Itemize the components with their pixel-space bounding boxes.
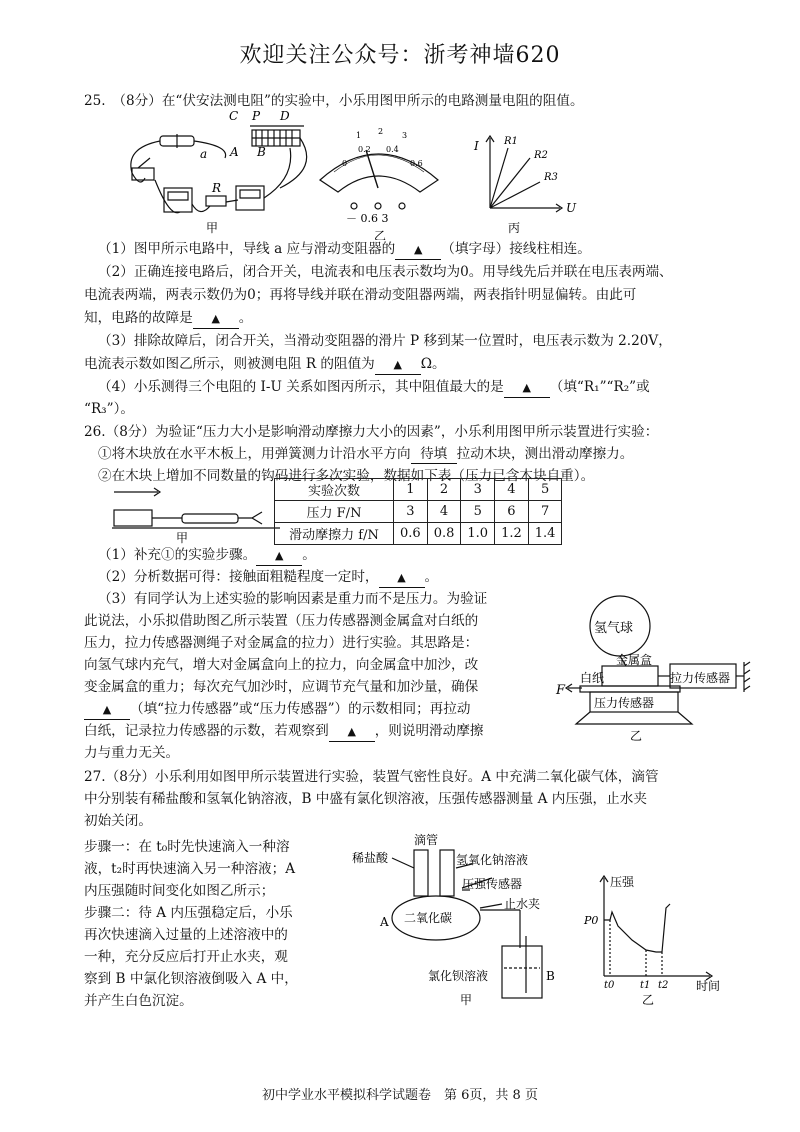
q26-part3-line5: 变金属盒的重力；每次充气加沙时，应调节充气量和加沙量，确保 [84,679,479,695]
terminal-p-label: P [252,109,261,123]
graph-i-axis-label: I [474,139,479,153]
graph-u-axis-label: U [566,201,577,215]
table-cell: 4 [427,501,461,523]
answer-mark: ▲ [211,312,220,325]
dial-tick-2: 2 [378,127,384,136]
table-cell: 0.6 [394,523,428,545]
q26-stem: 26.（8分）为验证“压力大小是影响滑动摩擦力大小的因素”，小乐利用图甲所示装置进行实验： [84,424,659,440]
q26-part3-line1: （3）有同学认为上述实验的影响因素是重力而不是压力。为验证 [98,591,488,607]
q25-stem: 25. （8分）在“伏安法测电阻”的实验中，小乐用图甲所示的电路测量电阻的阻值。 [84,93,584,109]
table-row [275,523,562,545]
q26-part1: （1）补充①的实验步骤。 ▲ 。 [98,546,316,566]
q26-part3-line7-end: ，则说明滑动摩擦 [374,723,484,739]
q25-part4-end: （填“R₁”“R₂”或 [549,379,650,395]
table-cell: 6 [495,501,529,523]
graph-r1-label: R1 [504,136,518,147]
q27-stem-line1: 27.（8分）小乐利用如图甲所示装置进行实验，装置气密性良好。A 中充满二氧化碳气体，滴管 [84,769,659,785]
q26-part3-line2: 此说法，小乐拟借助图乙所示装置（压力传感器测金属盒对白纸的 [84,613,479,629]
q27-step-line1: 步骤一：在 t₀时先快速滴入一种溶 [84,839,290,855]
terminal-b-label: B [257,145,266,159]
q25-part3-line1: （3）排除故障后，闭合开关，当滑动变阻器的滑片 P 移到某一位置时，电压表示数为 2.20V， [98,333,672,349]
table-cell: 5 [461,501,495,523]
page-footer: 初中学业水平模拟科学试题卷 第 6页，共 8 页 [262,1088,538,1103]
table-row [275,479,562,501]
graph-x-axis-label: 时间 [696,979,721,993]
q25-part3-unit: Ω。 [420,356,446,372]
dial-tick-0: 0 [342,159,348,168]
resistor-r-label: R [212,181,222,195]
q25-part2-line2: 电流表两端，两表示数仍为0；再将导线并联在滑动变阻器两端，两表指针明显偏转。由此可 [84,287,637,303]
q26-step1-end: 拉动木块，测出滑动摩擦力。 [456,446,634,462]
q26-part2-text: （2）分析数据可得：接触面粗糙程度一定时， [98,569,379,585]
wire-a-label: a [200,147,208,161]
q25-part2-text: 知，电路的故障是 [84,310,193,326]
p0-label: P0 [584,914,599,927]
q27-step-line7: 察到 B 中氯化钡溶液倒吸入 A 中， [84,971,298,987]
table-cell: 1.4 [528,523,562,545]
fig-jia-caption: 甲 [206,221,219,235]
q25-part1-text: （1）图甲所示电路中，导线 a 应与滑动变阻器的 [98,241,396,257]
q27-step-line5: 再次快速滴入过量的上述溶液中的 [84,927,288,943]
flask-a-label: A [380,915,389,929]
q27-step-line3: 内压强随时间变化如图乙所示； [84,883,275,899]
q26-step1-text: ①将木块放在水平木板上，用弹簧测力计沿水平方向 [98,446,411,462]
q27-step-line4: 步骤二：待 A 内压强稳定后，小乐 [84,905,293,921]
answer-mark: ▲ [274,549,284,562]
fig-yi-caption: 乙 [374,229,387,240]
table-cell: 4 [495,479,529,501]
table-cell: 3 [394,501,428,523]
q27-stem-line3: 初始关闭。 [84,813,152,829]
q25-figures [120,108,720,240]
q26-step2: ②在木块上增加不同数量的钩码进行多次实验，数据如下表（压力已含木块自重）。 [98,468,595,484]
q26-data-table [274,478,562,545]
q25-part2-line3: 知，电路的故障是 ▲ 。 [84,309,252,329]
dilute-hcl-label: 稀盐酸 [352,851,389,865]
q26-part3-answer-blank-2[interactable] [329,722,375,742]
q25-part2-line1: （2）正确连接电路后，闭合开关，电流表和电压表示数均为0。用导线先后并联在电压表两端、 [98,264,673,280]
dropper-label: 滴管 [414,833,439,847]
table-cell: 1.2 [495,523,529,545]
q26-fig-yi [554,592,754,742]
q26-fig-yi-caption: 乙 [630,729,643,742]
q25-part3-answer-blank[interactable] [375,355,421,375]
terminal-c-label: C [229,109,239,123]
q26-part3-line7-text: 白纸，记录拉力传感器的示数，若观察到 [84,723,329,739]
q25-part4-line2: “R₃”）。 [84,401,134,417]
hydrogen-balloon-label: 氢气球 [594,621,634,636]
fig-bing-caption: 丙 [508,221,521,235]
q27-fig-jia-caption: 甲 [460,993,473,1007]
q25-part1 [98,240,591,260]
pull-sensor-label: 拉力传感器 [670,671,731,685]
q25-part4-answer-blank[interactable] [504,378,550,398]
page-header: 欢迎关注公众号：浙考神墙620 [239,43,561,68]
circuit-diagram-jia [131,126,307,213]
answer-mark: ▲ [397,571,406,584]
table-cell: 1.0 [461,523,495,545]
q26-part2: （2）分析数据可得：接触面粗糙程度一定时， ▲ 。 [98,568,438,588]
answer-mark: ▲ [102,703,112,716]
pressure-sensor-label: 压力传感器 [594,696,655,710]
dial-tick-1: 1 [356,131,362,140]
clamp-label: 止水夹 [504,897,541,911]
white-paper-label: 白纸 [580,671,605,685]
q26-part3-line7 [84,722,483,742]
t1-label: t1 [640,980,651,991]
q27-step-line6: 一种，充分反应后打开止水夹，观 [84,949,288,965]
q27-fig-yi-pressure-graph [580,868,730,1008]
q26-fig-jia [112,484,282,544]
dial-tick-02: 0.2 [358,145,371,154]
q26-part3-line4: 向氢气球内充气，增大对金属盒向上的拉力，向金属盒中加沙，改 [84,657,479,673]
q26-part2-answer-blank[interactable] [379,568,425,588]
q25-part2-answer-blank[interactable] [193,309,239,329]
pressure-sensor-label: 压强传感器 [462,877,523,891]
answer-mark: ▲ [347,725,356,738]
q25-part1-answer-blank[interactable] [395,240,441,260]
table-cell: 7 [528,501,562,523]
table-cell: 压力 F/N [275,501,394,523]
table-cell: 2 [427,479,461,501]
q26-part1-text: （1）补充①的实验步骤。 [98,547,257,563]
dial-tick-3: 3 [402,131,408,140]
bottle-b-label: B [546,969,555,983]
graph-r2-label: R2 [534,150,548,161]
t0-label: t0 [604,980,615,991]
q26-part3-line3: 压力，拉力传感器测绳子对金属盒的拉力）进行实验。其思路是： [84,635,479,651]
q25-part4-line1 [98,378,650,398]
answer-mark: ▲ [414,243,423,256]
metal-box-label: 金属盒 [616,653,653,667]
q26-part3-line6-text: （填“拉力传感器”或“压力传感器”）的示数相同；再拉动 [130,701,471,717]
graph-y-axis-label: 压强 [610,875,635,889]
table-cell: 1 [394,479,428,501]
q25-part1-end: （填字母）接线柱相连。 [441,241,591,257]
co2-label: 二氧化碳 [404,911,453,925]
naoh-solution-label: 氢氧化钠溶液 [456,853,529,867]
terminal-d-label: D [280,109,290,123]
graph-r3-label: R3 [544,172,558,183]
dial-tick-06: 0.6 [410,159,423,168]
q26-part1-answer-blank[interactable] [256,546,302,566]
q26-part3-line8: 力与重力无关。 [84,745,180,761]
dial-terminals-label: － 0.6 3 [346,212,389,225]
bacl2-solution-label: 氯化钡溶液 [428,969,489,983]
q27-step-line2: 液，t₂时再快速滴入另一种溶液；A [84,861,296,877]
force-f-label: F [556,683,566,698]
q26-part3-answer-blank-1[interactable] [84,700,130,720]
q26-step1-blank[interactable]: 待填 [411,445,457,464]
q25-part4-text: （4）小乐测得三个电阻的 I-U 关系如图丙所示，其中阻值最大的是 [98,379,504,395]
table-cell: 5 [528,479,562,501]
table-cell: 实验次数 [275,479,394,501]
q27-fig-yi-caption: 乙 [642,993,655,1007]
table-cell: 滑动摩擦力 f/N [275,523,394,545]
q27-stem-line2: 中分别装有稀盐酸和氢氧化钠溶液，B 中盛有氯化钡溶液，压强传感器测量 A 内压强，止水夹 [84,791,647,807]
table-cell: 0.8 [427,523,461,545]
q27-fig-jia [352,828,572,1008]
dial-tick-04: 0.4 [386,145,399,154]
q26-fig-jia-caption: 甲 [176,531,189,544]
t2-label: t2 [658,980,669,991]
answer-mark: ▲ [522,381,531,394]
terminal-a-label: A [230,145,239,159]
q27-step-line8: 并产生白色沉淀。 [84,993,193,1009]
q25-part3-line2 [84,355,446,375]
q25-part3-text: 电流表示数如图乙所示，则被测电阻 R 的阻值为 [84,356,375,372]
table-cell: 3 [461,479,495,501]
q26-part3-line6 [84,700,470,720]
table-row [275,501,562,523]
answer-mark: ▲ [393,358,402,371]
q26-step1 [98,445,633,464]
